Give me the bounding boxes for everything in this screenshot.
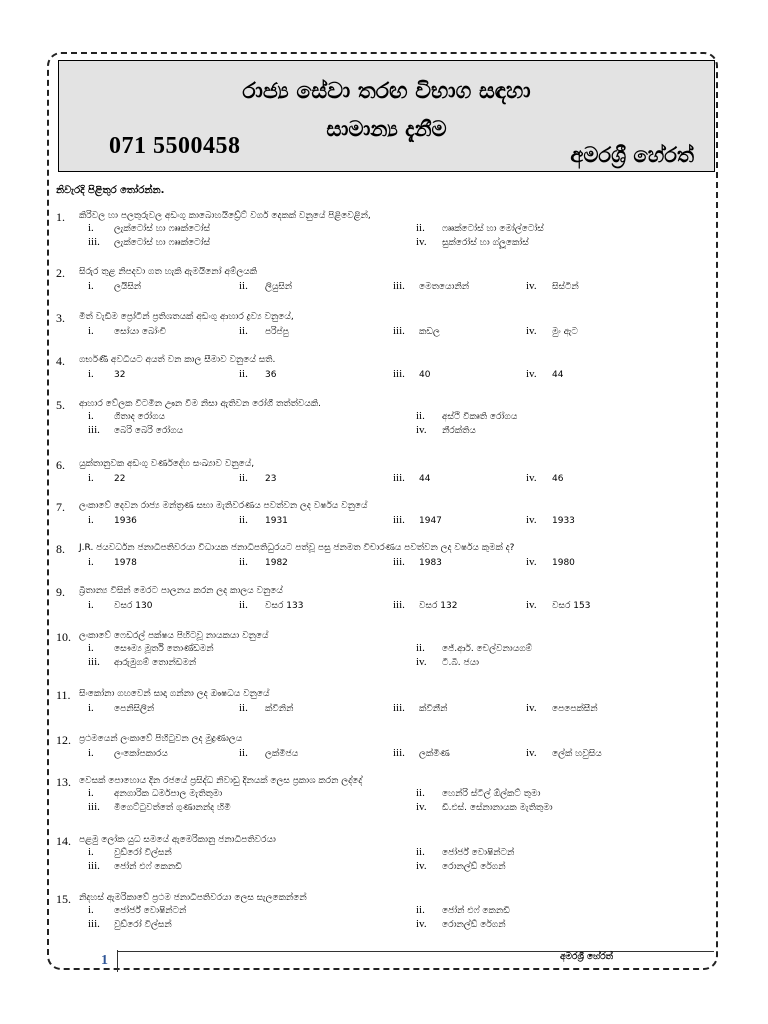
option-numeral: iii. — [88, 236, 100, 248]
option-text: ජෝර්ජ් වොෂින්ටන් — [114, 906, 187, 916]
answer-option — [239, 368, 276, 380]
option-numeral: iii. — [393, 747, 405, 759]
option-numeral: i. — [88, 702, 94, 714]
option-numeral: i. — [88, 642, 94, 654]
option-text: රොනල්ඩ් රේගන් — [442, 920, 506, 930]
option-numeral: iii. — [393, 472, 405, 484]
option-numeral: ii. — [416, 787, 425, 799]
option-text: ඩී.එස්. සේනානායක මැතිතුමා — [442, 803, 553, 813]
option-numeral: i. — [88, 904, 94, 916]
answer-option — [526, 280, 579, 292]
option-text: නීරක්තිය — [442, 426, 476, 436]
answer-option — [88, 860, 182, 872]
option-numeral: iv. — [416, 918, 427, 930]
answer-option — [393, 325, 440, 337]
option-text: වසර 130 — [114, 601, 153, 611]
answer-option — [393, 556, 442, 568]
option-numeral: iv. — [416, 860, 427, 872]
answer-option — [88, 656, 196, 668]
option-text: සුක්රෝස් හා ග්ලූකෝස් — [442, 238, 529, 248]
answer-option — [416, 222, 544, 234]
answer-option — [88, 642, 214, 654]
option-numeral: ii. — [416, 410, 425, 422]
answer-option — [88, 325, 166, 337]
option-text: ලක්මිණ — [419, 749, 450, 759]
option-numeral: iii. — [88, 801, 100, 813]
footer-rule — [118, 951, 714, 952]
option-text: සිස්ටින් — [552, 282, 579, 292]
option-numeral: iv. — [526, 368, 537, 380]
footer-author: අමරශ්‍රී හේරත් — [560, 952, 613, 962]
answer-option — [393, 368, 430, 380]
option-numeral: iv. — [526, 556, 537, 568]
question-number: 12. — [56, 733, 71, 747]
answer-option — [88, 846, 172, 858]
question-number: 13. — [56, 775, 71, 789]
option-text: 1931 — [265, 516, 288, 526]
answer-option — [239, 702, 293, 714]
option-text: 1978 — [114, 558, 137, 568]
option-numeral: ii. — [239, 702, 248, 714]
option-text: ආරුමුගම් තොන්ඩමන් — [114, 658, 197, 668]
option-numeral: ii. — [239, 556, 248, 568]
answer-option — [88, 787, 222, 799]
option-numeral: ii. — [239, 747, 248, 759]
option-text: ලියුසින් — [265, 282, 293, 292]
question-text: මිත් වැඩිම ප්‍රෝටීන් ප්‍රතිශතයක් අඩංගු ආහාර ද්‍රව්‍ය වනුයේ, — [79, 312, 294, 322]
answer-option — [88, 599, 152, 611]
option-text: පරිප්පු — [265, 327, 289, 337]
option-text: බෙරි බෙරි රෝගය — [114, 426, 184, 436]
title-line-2: සාමාන්‍ය දැනීම — [326, 117, 447, 141]
option-text: සෞම්‍ය මූර්ති තොණ්ඩමන් — [114, 644, 214, 654]
option-numeral: iv. — [526, 747, 537, 759]
option-text: අස්ථි විකෘති රෝගය — [442, 412, 518, 422]
answer-option — [526, 702, 598, 714]
option-text: 22 — [114, 474, 126, 484]
option-text: 44 — [419, 474, 431, 484]
phone-number: 071 5500458 — [109, 133, 241, 159]
option-numeral: iv. — [416, 236, 427, 248]
option-text: ලංකෝපකාරය — [114, 749, 168, 759]
question-text: ලංකාවේ දෙවන රාජ්‍ය මන්ත්‍රණ සභා මැතිවරණය පවත්වන ලද වර්ෂය වනුයේ — [79, 501, 368, 511]
answer-option — [88, 747, 168, 759]
option-text: ක්වීනින් — [265, 704, 294, 714]
answer-option — [239, 599, 303, 611]
answer-option — [416, 904, 510, 916]
option-text: අනගාරික ධර්මපාල මැතිතුමා — [114, 789, 223, 799]
option-numeral: ii. — [239, 599, 248, 611]
option-numeral: ii. — [416, 846, 425, 858]
answer-option — [393, 514, 442, 526]
option-text: 36 — [265, 370, 277, 380]
page-number: 1 — [101, 953, 108, 968]
option-text: වසර 133 — [265, 601, 304, 611]
option-text: පෙනිසිලින් — [114, 704, 155, 714]
answer-option — [416, 860, 506, 872]
answer-option — [416, 787, 540, 799]
option-numeral: i. — [88, 514, 94, 526]
option-numeral: ii. — [239, 280, 248, 292]
answer-option — [393, 472, 430, 484]
answer-option — [416, 846, 514, 858]
option-numeral: iv. — [526, 472, 537, 484]
author-name: අමරශ්‍රී හේරත් — [570, 143, 694, 167]
answer-option — [526, 514, 575, 526]
option-text: කඩල — [419, 327, 440, 337]
answer-option — [526, 599, 590, 611]
option-text: 1936 — [114, 516, 137, 526]
answer-option — [88, 514, 137, 526]
question-text: සිරුර තුළ නිපදවා ගත හැකි ඇමයිනෝ අම්ලයකි — [79, 267, 258, 277]
option-numeral: i. — [88, 599, 94, 611]
answer-option — [88, 702, 154, 714]
question-number: 2. — [56, 266, 65, 280]
option-text: වසර 153 — [552, 601, 591, 611]
question-text: කිරිවල හා පලතුරුවල අඩංගු කාබොහයිඩ්‍රේට් වර්ග දෙකක් වනුයේ පිළිවෙළින්, — [79, 211, 371, 221]
answer-option — [88, 236, 210, 248]
option-numeral: iii. — [393, 280, 405, 292]
answer-option — [416, 410, 517, 422]
answer-option — [526, 368, 563, 380]
option-numeral: iii. — [393, 556, 405, 568]
option-numeral: iv. — [416, 801, 427, 813]
question-number: 6. — [56, 458, 65, 472]
option-numeral: i. — [88, 222, 94, 234]
option-numeral: ii. — [416, 222, 425, 234]
option-numeral: iii. — [393, 702, 405, 714]
option-numeral: i. — [88, 846, 94, 858]
option-numeral: iv. — [526, 599, 537, 611]
option-numeral: ii. — [239, 325, 248, 337]
question-text: නිදහස් ඇමරිකාවේ ප්‍රථම ජනාධිපතිවරයා ලෙස සැලකෙන්නේ — [79, 893, 307, 903]
option-text: ලැක්ටෝස් හා ෆෲක්ටෝස් — [114, 224, 211, 234]
question-number: 11. — [56, 688, 71, 702]
option-numeral: i. — [88, 472, 94, 484]
option-text: ජේ.ආර්. චෙල්වනායගම් — [442, 644, 533, 654]
footer-separator — [117, 950, 118, 972]
question-text: ප්‍රථමයෙන් ලංකාවේ පිහිටුවන ලද මුද්‍රණාලය — [79, 734, 243, 744]
answer-option — [88, 801, 231, 813]
option-numeral: i. — [88, 280, 94, 292]
answer-option — [239, 514, 288, 526]
option-text: 23 — [265, 474, 277, 484]
option-text: ලයිසින් — [114, 282, 142, 292]
question-number: 15. — [56, 892, 71, 906]
option-text: මීගෙට්ටුවත්තේ ගුණානන්ද හිමි — [114, 803, 231, 813]
option-numeral: iii. — [393, 599, 405, 611]
answer-option — [88, 424, 183, 436]
option-text: ක්විනීන් — [419, 704, 448, 714]
option-text: 1983 — [419, 558, 442, 568]
option-text: සෝයා බෝංචි — [114, 327, 167, 337]
answer-option — [88, 918, 172, 930]
option-numeral: iv. — [416, 424, 427, 436]
option-text: ලක්මිජය — [265, 749, 299, 759]
option-text: 1980 — [552, 558, 575, 568]
option-text: 40 — [419, 370, 431, 380]
answer-option — [239, 280, 292, 292]
answer-option — [526, 747, 602, 759]
answer-option — [416, 642, 532, 654]
option-text: රොනල්ඩ් රේගන් — [442, 862, 506, 872]
option-numeral: iii. — [393, 325, 405, 337]
option-numeral: iii. — [393, 368, 405, 380]
question-text: වෙසක් පොහොය දින රජයේ ප්‍රසිද්ධ නිවාඩු දිනයක් ලෙස ප්‍රකාශ කරන ලද්දේ — [79, 776, 363, 786]
option-text: 1947 — [419, 516, 442, 526]
answer-option — [416, 656, 479, 668]
option-numeral: iv. — [416, 656, 427, 668]
option-text: වුඩ්රෝ විල්සන් — [114, 848, 172, 858]
answer-option — [393, 747, 450, 759]
answer-option — [88, 410, 165, 422]
option-numeral: iv. — [526, 325, 537, 337]
option-numeral: i. — [88, 787, 94, 799]
option-text: 46 — [552, 474, 564, 484]
option-text: ලේක් හවුසිය — [552, 749, 602, 759]
option-numeral: i. — [88, 325, 94, 337]
answer-option — [88, 280, 141, 292]
question-text: J.R. ජයවර්ධන ජනාධිපතිවරයා විධායක ජනාධිපතිධුරයට පත්වූ පසු ජනමත විචාරණය පවත්වන ලද වර්ෂය කුමක් ද? — [79, 543, 515, 553]
answer-option — [526, 325, 578, 337]
option-numeral: iii. — [393, 514, 405, 526]
option-numeral: i. — [88, 556, 94, 568]
option-text: ගිතාද රෝගය — [114, 412, 165, 422]
question-text: ගර්භණී අවධියට අයත් වන කාල සීමාව වනුයේ සති. — [79, 355, 276, 365]
question-number: 7. — [56, 500, 65, 514]
answer-option — [393, 702, 447, 714]
answer-option — [239, 747, 298, 759]
answer-option — [239, 556, 288, 568]
answer-option — [393, 280, 469, 292]
question-text: ආහාර වේලක විටමින ඌන වීම නිසා ඇතිවන රෝගී තත්ත්වයකි. — [79, 399, 322, 409]
option-numeral: iii. — [88, 656, 100, 668]
answer-option — [416, 801, 553, 813]
question-number: 1. — [56, 210, 65, 224]
question-number: 8. — [56, 542, 65, 556]
title-banner — [58, 60, 715, 172]
answer-option — [416, 236, 529, 248]
option-text: හෙන්රි ස්ටීල් ඕල්කට් තුමා — [442, 789, 541, 799]
question-text: සිංකෝනා ගහවෙන් සාදා ගන්නා ලද ඖෂධය වනුයේ — [79, 689, 270, 699]
option-text: ජෝන් එෆ් කෙනඩි — [114, 862, 182, 872]
option-numeral: ii. — [239, 472, 248, 484]
question-number: 10. — [56, 630, 71, 644]
option-numeral: iv. — [526, 702, 537, 714]
answer-option — [393, 599, 457, 611]
option-numeral: iii. — [88, 424, 100, 436]
option-text: 32 — [114, 370, 126, 380]
option-text: වුඩ්රෝ විල්සන් — [114, 920, 172, 930]
question-text: පළමු ලෝක යුධ සමයේ ඇමෙරිකානු ජනාධිපතිවරයා — [79, 835, 276, 845]
question-number: 5. — [56, 398, 65, 412]
answer-option — [526, 472, 563, 484]
question-number: 14. — [56, 834, 71, 848]
answer-option — [526, 556, 575, 568]
answer-option — [88, 222, 210, 234]
option-numeral: iv. — [526, 514, 537, 526]
option-numeral: i. — [88, 747, 94, 759]
option-text: 1933 — [552, 516, 575, 526]
question-text: ලංකාවේ ෆෙඩරල් පක්ෂය පිහිටවූ නායකයා වනුයේ — [79, 631, 269, 641]
option-text: ෆෲක්ටෝස් හා මෝල්ටෝස් — [442, 224, 544, 234]
answer-option — [88, 368, 125, 380]
option-numeral: ii. — [416, 642, 425, 654]
option-text: පෙපෙක්සීන් — [552, 704, 598, 714]
option-numeral: ii. — [239, 514, 248, 526]
question-number: 3. — [56, 311, 65, 325]
option-text: ටී.බී. ජයා — [442, 658, 480, 668]
answer-option — [88, 904, 186, 916]
answer-option — [416, 424, 476, 436]
option-numeral: iii. — [88, 918, 100, 930]
question-number: 4. — [56, 354, 65, 368]
answer-option — [239, 472, 276, 484]
title-line-1: රාජ්‍ය සේවා තරඟ විභාග සඳහා — [242, 79, 531, 104]
instruction: නිවැරදි පිළිතුර තෝරන්න. — [56, 185, 165, 196]
option-text: 44 — [552, 370, 564, 380]
option-numeral: ii. — [416, 904, 425, 916]
question-text: බ්‍රිතාන්‍ය විසින් මෙරට පාලනය කරන ලද කාලය වනුයේ — [79, 586, 283, 596]
option-text: වසර 132 — [419, 601, 458, 611]
option-text: 1982 — [265, 558, 288, 568]
question-text: යුක්තානුවක අඩංගු වර්ණදේහ සංඛ්‍යාව වනුයේ, — [79, 459, 255, 469]
option-numeral: i. — [88, 368, 94, 380]
option-text: ලැක්ටෝස් හා ෆෲක්ටෝස් — [114, 238, 211, 248]
option-text: ජෝර්ජ් වොෂින්ටන් — [442, 848, 515, 858]
answer-option — [416, 918, 506, 930]
answer-option — [88, 556, 137, 568]
option-text: මුං ඇට — [552, 327, 578, 337]
option-numeral: iii. — [88, 860, 100, 872]
answer-option — [239, 325, 289, 337]
option-text: ජෝන් එෆ් කෙනඩි — [442, 906, 510, 916]
option-numeral: i. — [88, 410, 94, 422]
option-numeral: ii. — [239, 368, 248, 380]
question-number: 9. — [56, 585, 65, 599]
option-numeral: iv. — [526, 280, 537, 292]
answer-option — [88, 472, 125, 484]
option-text: මෙතයොනින් — [419, 282, 470, 292]
